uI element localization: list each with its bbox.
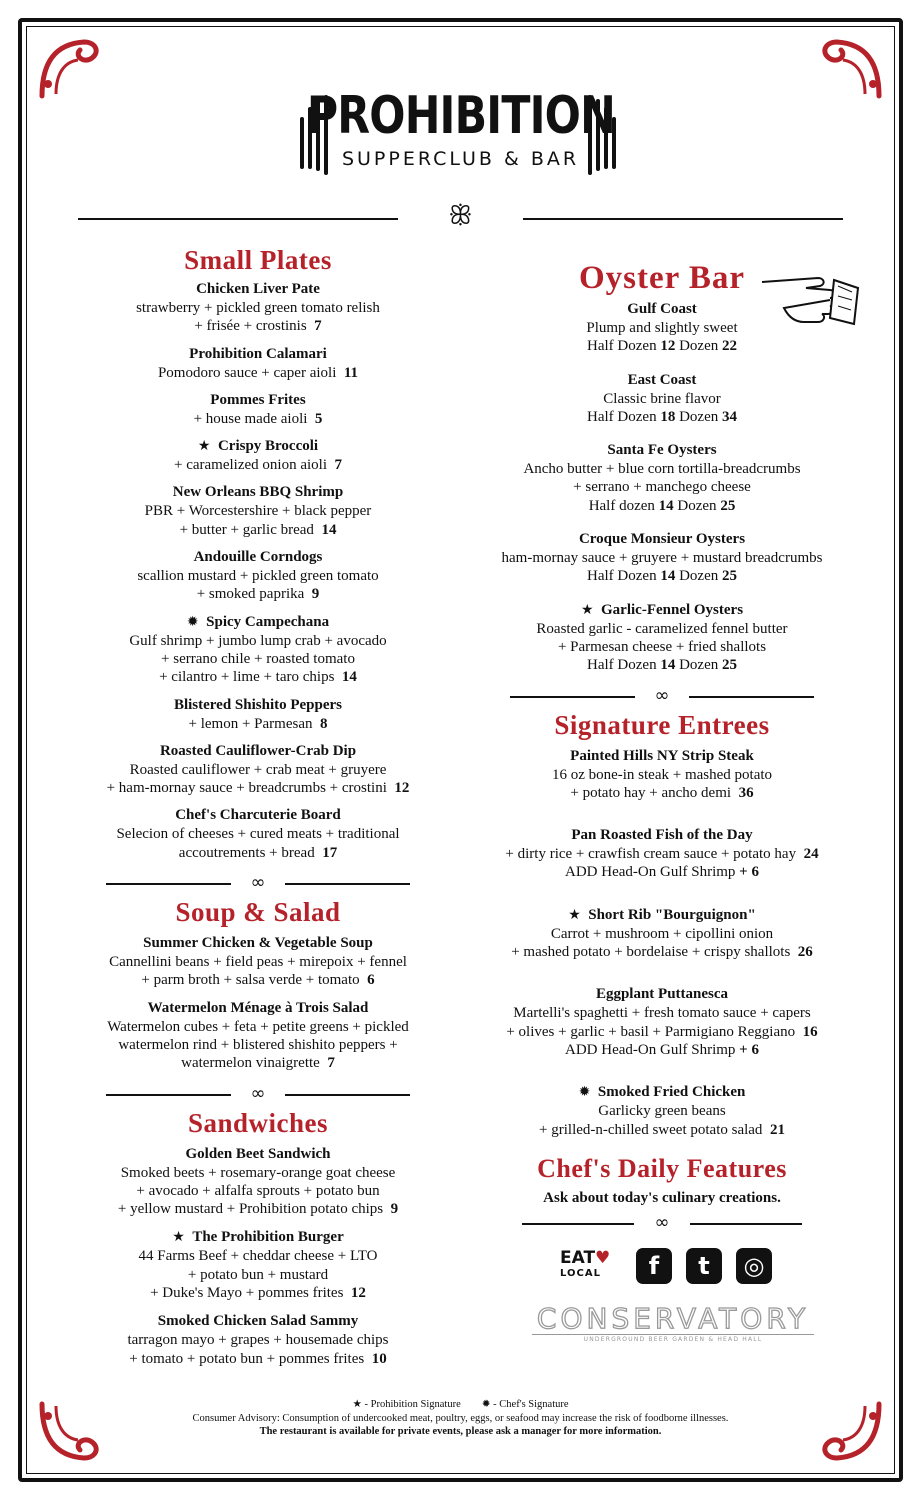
item-description bbox=[72, 971, 444, 989]
item-description-text: + smoked paprika bbox=[196, 586, 305, 603]
menu-item bbox=[478, 1083, 846, 1139]
menu-item bbox=[72, 1145, 444, 1219]
private-events-note: The restaurant is available for private events, please ask a manager for more information. bbox=[259, 1426, 662, 1437]
item-description-text: watermelon rind + blistered shishito peppers + bbox=[118, 1036, 398, 1053]
conservatory-logo bbox=[532, 1304, 814, 1343]
item-description-text: + serrano chile + roasted tomato bbox=[161, 650, 355, 667]
item-name-text: Roasted Cauliflower-Crab Dip bbox=[159, 742, 357, 759]
item-description bbox=[72, 567, 444, 585]
item-description bbox=[72, 1247, 444, 1265]
menu-item bbox=[478, 601, 846, 675]
item-description-text: Gulf shrimp + jumbo lump crab + avocado bbox=[129, 632, 387, 649]
half-dozen-price: 12 bbox=[660, 338, 676, 355]
item-addon bbox=[478, 863, 846, 881]
section-divider bbox=[510, 685, 814, 709]
menu-item bbox=[72, 391, 444, 428]
item-price: 9 bbox=[390, 1201, 399, 1218]
item-name bbox=[72, 391, 444, 410]
dozen-label: Dozen bbox=[677, 497, 717, 514]
signature-mark-icon: ✹ bbox=[186, 613, 199, 630]
item-description-text: + mashed potato + bordelaise + crispy shallots bbox=[511, 944, 791, 961]
menu-item bbox=[72, 613, 444, 687]
item-description bbox=[72, 1018, 444, 1036]
item-description bbox=[478, 943, 846, 961]
scroll-ornament-icon: ꕥ bbox=[448, 201, 473, 231]
item-description-text: + lemon + Parmesan bbox=[188, 715, 313, 732]
section-signature-entrees bbox=[478, 709, 846, 1139]
item-description-text: watermelon vinaigrette bbox=[181, 1055, 320, 1072]
item-name bbox=[72, 934, 444, 953]
item-description-text: Selecion of cheeses + cured meats + traditional bbox=[116, 826, 400, 843]
item-name bbox=[72, 999, 444, 1018]
item-description bbox=[72, 410, 444, 428]
item-price: 12 bbox=[350, 1285, 366, 1302]
menu-item bbox=[72, 999, 444, 1073]
item-name bbox=[72, 1228, 444, 1247]
item-description bbox=[72, 502, 444, 520]
conservatory-tagline: UNDERGROUND BEER GARDEN & HEAD HALL bbox=[532, 1334, 814, 1343]
oyster-prices bbox=[478, 656, 846, 674]
item-name bbox=[72, 1145, 444, 1164]
item-name-text: Garlic-Fennel Oysters bbox=[601, 601, 744, 618]
item-description bbox=[478, 1121, 846, 1139]
item-description bbox=[72, 1331, 444, 1349]
dozen-label: Dozen bbox=[679, 408, 719, 425]
item-price: 5 bbox=[314, 410, 323, 427]
item-description bbox=[478, 784, 846, 802]
item-price: 16 bbox=[802, 1023, 818, 1040]
item-name bbox=[72, 806, 444, 825]
item-description-text: + Duke's Mayo + pommes frites bbox=[150, 1285, 344, 1302]
logo-name: PROHIBITION bbox=[306, 86, 615, 146]
item-description-text: + Parmesan cheese + fried shallots bbox=[557, 638, 767, 655]
item-description-text: Smoked beets + rosemary-orange goat cheese bbox=[120, 1164, 396, 1181]
scroll-ornament-icon: ∞ bbox=[250, 872, 266, 894]
menu-item bbox=[72, 934, 444, 990]
oyster-prices bbox=[478, 497, 846, 515]
features-subtitle: Ask about today's culinary creations. bbox=[543, 1189, 781, 1206]
item-description bbox=[478, 549, 846, 567]
item-description bbox=[72, 1350, 444, 1368]
menu-item bbox=[72, 345, 444, 382]
item-name-text: Eggplant Puttanesca bbox=[595, 986, 729, 1003]
item-description-text: + olives + garlic + basil + Parmigiano Reggiano bbox=[506, 1023, 796, 1040]
item-description bbox=[478, 1023, 846, 1041]
addon-label: ADD Head-On Gulf Shrimp bbox=[565, 864, 736, 881]
section-title: Signature Entrees bbox=[554, 709, 770, 740]
item-description-text: + house made aioli bbox=[193, 410, 308, 427]
item-description bbox=[72, 844, 444, 862]
section-divider bbox=[522, 1212, 802, 1236]
half-dozen-label: Half Dozen bbox=[587, 338, 657, 355]
item-name bbox=[478, 906, 846, 925]
section-title: Small Plates bbox=[184, 245, 332, 275]
section-chefs-features bbox=[478, 1153, 846, 1208]
item-price: 11 bbox=[343, 364, 359, 381]
item-description bbox=[478, 478, 846, 496]
item-description-text: Martelli's spaghetti + fresh tomato sauce + capers bbox=[513, 1005, 811, 1022]
menu-item bbox=[478, 985, 846, 1059]
item-price: 7 bbox=[327, 1055, 335, 1072]
item-name-text: The Prohibition Burger bbox=[192, 1229, 344, 1246]
addon-price: + 6 bbox=[739, 1041, 759, 1058]
section-title: Sandwiches bbox=[187, 1107, 329, 1138]
half-dozen-label: Half dozen bbox=[588, 497, 655, 514]
item-description bbox=[478, 460, 846, 478]
item-name-text: Short Rib "Bourguignon" bbox=[588, 906, 756, 923]
item-price: 26 bbox=[797, 944, 813, 961]
item-description-text: Roasted cauliflower + crab meat + gruyere bbox=[129, 761, 387, 778]
section-divider bbox=[106, 1083, 410, 1107]
item-description bbox=[72, 1284, 444, 1302]
item-description-text: + cilantro + lime + taro chips bbox=[159, 669, 335, 686]
item-name-text: Prohibition Calamari bbox=[189, 345, 327, 362]
signature-mark-icon: ★ bbox=[580, 601, 594, 618]
item-description-text: + caramelized onion aioli bbox=[174, 457, 327, 474]
item-name-text: Painted Hills NY Strip Steak bbox=[570, 747, 754, 764]
item-name bbox=[478, 985, 846, 1004]
item-description-text: Cannellini beans + field peas + mirepoix + fennel bbox=[109, 954, 407, 971]
menu-item bbox=[72, 1312, 444, 1368]
item-name-text: Smoked Chicken Salad Sammy bbox=[157, 1313, 359, 1330]
item-description bbox=[72, 715, 444, 733]
logo-tagline: SUPPERCLUB & BAR bbox=[341, 148, 580, 170]
item-description-text: Ancho butter + blue corn tortilla-breadcrumbs bbox=[523, 461, 801, 478]
menu-item bbox=[478, 371, 846, 427]
left-column bbox=[72, 244, 444, 1368]
scroll-ornament-icon: ∞ bbox=[250, 1082, 266, 1104]
item-description bbox=[72, 299, 444, 317]
logo bbox=[0, 86, 921, 172]
dozen-price: 22 bbox=[721, 338, 737, 355]
half-dozen-label: Half Dozen bbox=[587, 657, 657, 674]
item-name bbox=[72, 548, 444, 567]
item-name bbox=[478, 826, 846, 845]
item-description-text: + ham-mornay sauce + breadcrumbs + crostini bbox=[106, 780, 387, 797]
half-dozen-price: 18 bbox=[660, 408, 676, 425]
item-description-text: Classic brine flavor bbox=[603, 390, 721, 407]
item-description bbox=[72, 521, 444, 539]
item-description-text: strawberry + pickled green tomato relish bbox=[136, 300, 380, 316]
item-description-text: + butter + garlic bread bbox=[179, 521, 314, 538]
eat-local-logo[interactable]: EAT♥ LOCAL bbox=[560, 1251, 622, 1281]
item-price: 17 bbox=[322, 844, 338, 861]
item-name bbox=[72, 345, 444, 364]
item-description bbox=[72, 1182, 444, 1200]
item-description-text: + serrano + manchego cheese bbox=[573, 479, 751, 496]
item-description-text: + grilled-n-chilled sweet potato salad bbox=[539, 1121, 763, 1138]
item-description-text: ham-mornay sauce + gruyere + mustard breadcrumbs bbox=[501, 550, 823, 567]
menu-item bbox=[72, 696, 444, 733]
addon-label: ADD Head-On Gulf Shrimp bbox=[565, 1041, 736, 1058]
item-description-text: + avocado + alfalfa sprouts + potato bun bbox=[136, 1182, 380, 1199]
item-description bbox=[72, 317, 444, 335]
item-price: 9 bbox=[311, 586, 320, 603]
dozen-label: Dozen bbox=[679, 657, 719, 674]
section-sandwiches bbox=[72, 1107, 444, 1368]
item-price: 36 bbox=[738, 784, 754, 801]
item-name bbox=[478, 747, 846, 766]
item-description-text: 44 Farms Beef + cheddar cheese + LTO bbox=[138, 1248, 378, 1265]
item-name-text: Santa Fe Oysters bbox=[607, 442, 717, 459]
menu-item bbox=[72, 742, 444, 798]
item-description bbox=[72, 1266, 444, 1284]
header-divider bbox=[78, 201, 843, 231]
item-description-text: Roasted garlic - caramelized fennel butter bbox=[536, 620, 788, 637]
oyster-prices bbox=[478, 337, 846, 355]
item-name bbox=[72, 437, 444, 456]
item-description bbox=[478, 638, 846, 656]
item-description-text: Carrot + mushroom + cipollini onion bbox=[550, 925, 774, 942]
eat-local-eat: EAT bbox=[560, 1248, 596, 1268]
item-description bbox=[72, 1164, 444, 1182]
item-description bbox=[72, 456, 444, 474]
instagram-icon[interactable]: ◎ bbox=[736, 1248, 772, 1284]
legend-chef-signature: ✹ - Chef's Signature bbox=[481, 1399, 569, 1410]
item-price: 6 bbox=[367, 972, 375, 989]
item-name-text: Summer Chicken & Vegetable Soup bbox=[143, 935, 373, 952]
item-description bbox=[478, 766, 846, 784]
conservatory-name: CONSERVATORY bbox=[536, 1302, 810, 1335]
item-description bbox=[72, 650, 444, 668]
half-dozen-label: Half Dozen bbox=[587, 408, 657, 425]
item-description-text: + frisée + crostinis bbox=[194, 318, 307, 335]
section-soup-salad bbox=[72, 896, 444, 1072]
item-description-text: + tomato + potato bun + pommes frites bbox=[129, 1350, 365, 1367]
oyster-prices bbox=[478, 408, 846, 426]
menu-item bbox=[72, 483, 444, 539]
section-small-plates bbox=[72, 244, 444, 862]
scroll-ornament-icon: ∞ bbox=[654, 1211, 670, 1233]
menu-item bbox=[72, 437, 444, 474]
menu-item bbox=[72, 280, 444, 336]
dozen-label: Dozen bbox=[679, 338, 719, 355]
item-description-text: + dirty rice + crawfish cream sauce + potato hay bbox=[505, 846, 797, 863]
item-price: 10 bbox=[371, 1350, 387, 1367]
half-dozen-price: 14 bbox=[660, 657, 676, 674]
dozen-price: 25 bbox=[721, 568, 737, 585]
facebook-icon[interactable]: f bbox=[636, 1248, 672, 1284]
item-description-text: Watermelon cubes + feta + petite greens + pickled bbox=[107, 1018, 409, 1035]
half-dozen-price: 14 bbox=[660, 568, 676, 585]
section-title: Oyster Bar bbox=[578, 260, 746, 296]
item-name bbox=[72, 613, 444, 632]
menu-item bbox=[478, 530, 846, 586]
item-description bbox=[72, 1200, 444, 1218]
half-dozen-label: Half Dozen bbox=[587, 568, 657, 585]
item-description bbox=[72, 632, 444, 650]
item-name bbox=[478, 530, 846, 549]
item-name-text: Pommes Frites bbox=[210, 391, 306, 408]
consumer-advisory: Consumer Advisory: Consumption of undercooked meat, poultry, eggs, or seafood may increase the risk of foodborne illnesses. bbox=[192, 1412, 729, 1424]
item-addon bbox=[478, 1041, 846, 1059]
item-description bbox=[478, 390, 846, 408]
twitter-icon[interactable]: t bbox=[686, 1248, 722, 1284]
item-name-text: Gulf Coast bbox=[627, 301, 697, 317]
item-name bbox=[72, 742, 444, 761]
item-description bbox=[478, 845, 846, 863]
item-description-text: scallion mustard + pickled green tomato bbox=[137, 568, 379, 585]
menu-item bbox=[72, 1228, 444, 1302]
item-description bbox=[478, 1102, 846, 1120]
half-dozen-price: 14 bbox=[658, 497, 674, 514]
footer bbox=[0, 1398, 921, 1439]
item-name-text: Andouille Corndogs bbox=[193, 549, 323, 566]
item-price: 24 bbox=[803, 846, 819, 863]
menu-item bbox=[72, 806, 444, 862]
item-description bbox=[72, 761, 444, 779]
item-description bbox=[72, 953, 444, 971]
item-description bbox=[72, 668, 444, 686]
item-name-text: Smoked Fried Chicken bbox=[597, 1084, 746, 1101]
item-description-text: accoutrements + bread bbox=[178, 844, 315, 861]
item-name-text: Chicken Liver Pate bbox=[196, 281, 320, 297]
item-name bbox=[72, 280, 444, 299]
item-price: 14 bbox=[321, 521, 337, 538]
item-description bbox=[72, 1036, 444, 1054]
item-name bbox=[478, 371, 846, 390]
item-name bbox=[478, 1083, 846, 1102]
item-description-text: Plump and slightly sweet bbox=[586, 320, 738, 336]
item-description bbox=[72, 364, 444, 382]
item-name-text: Pan Roasted Fish of the Day bbox=[571, 827, 753, 844]
item-description-text: Pomodoro sauce + caper aioli bbox=[157, 364, 337, 381]
dozen-price: 34 bbox=[721, 408, 737, 425]
item-name bbox=[478, 441, 846, 460]
item-description bbox=[72, 779, 444, 797]
legend-prohibition-signature: ★ - Prohibition Signature bbox=[352, 1399, 461, 1410]
item-description bbox=[478, 1004, 846, 1022]
item-price: 21 bbox=[769, 1121, 785, 1138]
item-name-text: Blistered Shishito Peppers bbox=[173, 696, 343, 713]
item-description bbox=[72, 1054, 444, 1072]
item-description bbox=[478, 925, 846, 943]
item-price: 7 bbox=[314, 318, 322, 335]
item-name bbox=[72, 483, 444, 502]
social-links bbox=[560, 1248, 772, 1284]
item-description bbox=[72, 825, 444, 843]
dozen-label: Dozen bbox=[679, 568, 719, 585]
item-description bbox=[478, 620, 846, 638]
item-description-text: + yellow mustard + Prohibition potato chips bbox=[117, 1201, 384, 1218]
oyster-prices bbox=[478, 567, 846, 585]
legend bbox=[0, 1398, 921, 1412]
menu-item bbox=[478, 826, 846, 882]
item-description-text: + potato hay + ancho demi bbox=[570, 784, 732, 801]
item-description-text: 16 oz bone-in steak + mashed potato bbox=[551, 766, 773, 783]
scroll-ornament-icon: ∞ bbox=[654, 684, 670, 706]
item-price: 7 bbox=[334, 457, 342, 474]
menu-item bbox=[478, 441, 846, 515]
item-price: 8 bbox=[319, 715, 328, 732]
section-title: Soup & Salad bbox=[175, 897, 341, 928]
signature-mark-icon: ★ bbox=[568, 906, 581, 923]
signature-mark-icon: ✹ bbox=[578, 1084, 591, 1101]
item-name-text: New Orleans BBQ Shrimp bbox=[172, 484, 344, 501]
item-name bbox=[72, 1312, 444, 1331]
item-name-text: Watermelon Ménage à Trois Salad bbox=[147, 999, 369, 1016]
item-price: 12 bbox=[394, 780, 410, 797]
section-divider bbox=[106, 872, 410, 896]
section-title: Chef's Daily Features bbox=[537, 1153, 787, 1183]
right-column bbox=[478, 258, 846, 1236]
item-name bbox=[478, 601, 846, 620]
item-description-text: + potato bun + mustard bbox=[187, 1266, 329, 1283]
signature-mark-icon: ★ bbox=[172, 1229, 185, 1246]
item-price: 14 bbox=[341, 669, 357, 686]
item-name-text: Croque Monsieur Oysters bbox=[578, 531, 746, 548]
item-description-text: tarragon mayo + grapes + housemade chips bbox=[127, 1332, 389, 1349]
item-name-text: Crispy Broccoli bbox=[217, 438, 319, 455]
item-description-text: + parm broth + salsa verde + tomato bbox=[141, 972, 360, 989]
menu-item bbox=[478, 747, 846, 803]
dozen-price: 25 bbox=[721, 657, 737, 674]
pointing-hand-icon bbox=[760, 268, 860, 333]
eat-local-local: LOCAL bbox=[560, 1268, 601, 1279]
item-description-text: PBR + Worcestershire + black pepper bbox=[144, 503, 372, 520]
menu-item bbox=[72, 548, 444, 604]
item-name-text: Spicy Campechana bbox=[206, 613, 330, 630]
item-name-text: Golden Beet Sandwich bbox=[185, 1145, 331, 1162]
item-description bbox=[72, 585, 444, 603]
signature-mark-icon: ★ bbox=[197, 438, 211, 455]
menu-item bbox=[478, 906, 846, 962]
dozen-price: 25 bbox=[720, 497, 736, 514]
item-name-text: Chef's Charcuterie Board bbox=[175, 807, 341, 824]
item-name bbox=[72, 696, 444, 715]
item-name-text: East Coast bbox=[627, 371, 697, 388]
addon-price: + 6 bbox=[739, 864, 759, 881]
item-description-text: Garlicky green beans bbox=[598, 1103, 726, 1120]
